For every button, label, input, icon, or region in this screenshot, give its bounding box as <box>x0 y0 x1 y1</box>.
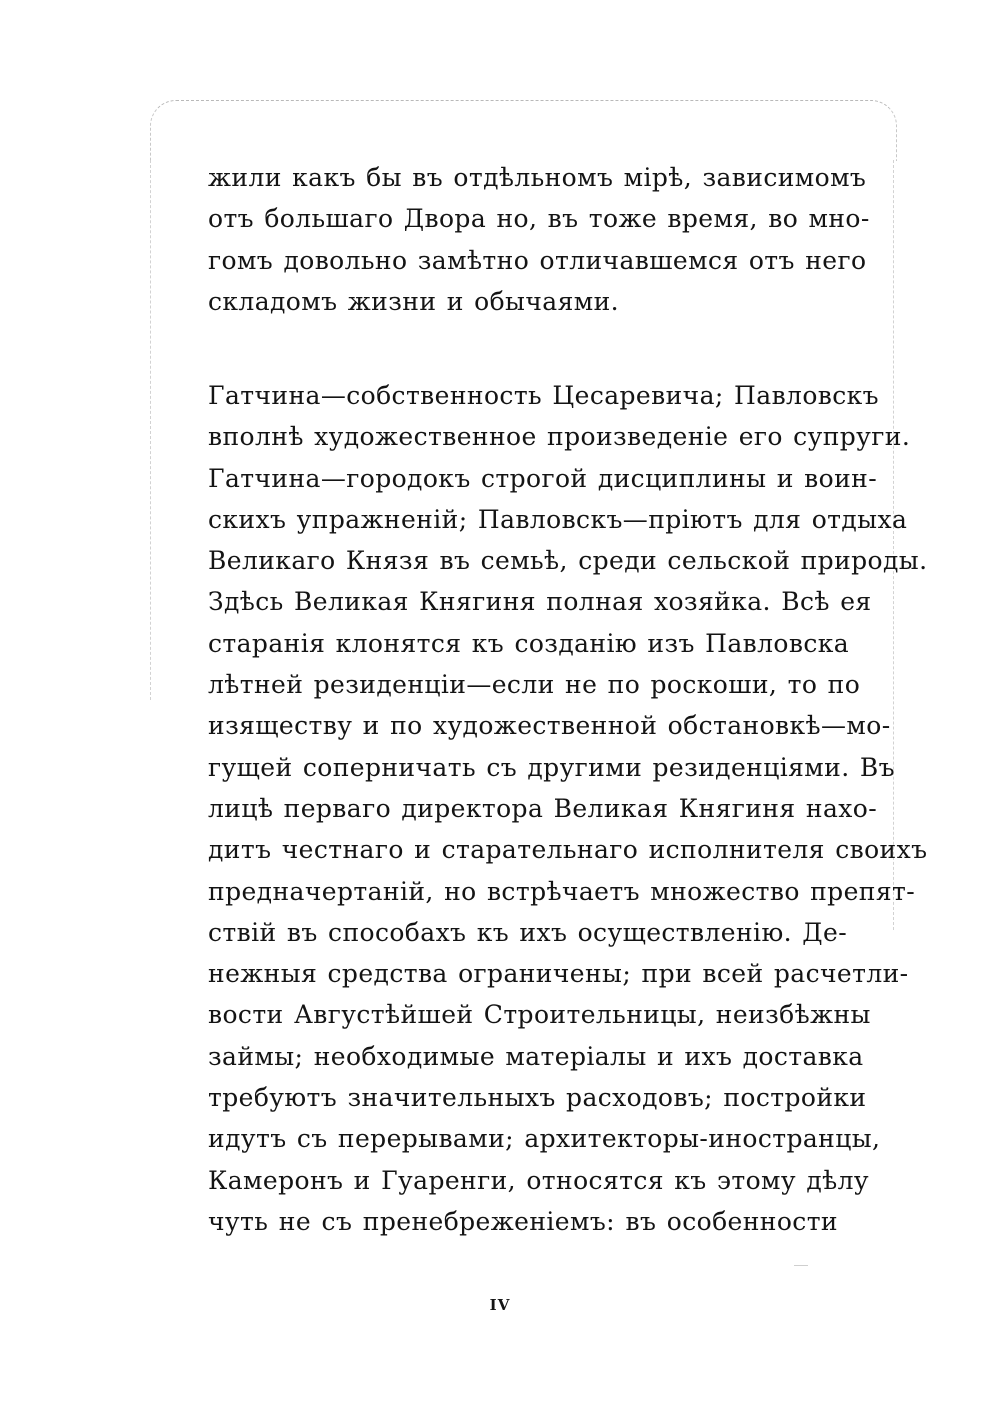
scan-frame-left <box>150 160 151 700</box>
paragraph-continued <box>208 157 870 322</box>
scan-frame-right <box>893 160 894 930</box>
scan-stray-mark <box>794 1265 808 1266</box>
text-line: предначертаній, но встрѣчаетъ множество препят- <box>208 876 916 906</box>
text-line: нежныя средства ограничены; при всей расчетли- <box>208 959 909 989</box>
paragraph-gatchina-pavlovsk <box>208 375 928 1242</box>
text-line: вполнѣ художественное произведеніе его супруги. <box>208 422 911 452</box>
text-line: скихъ упражненій; Павловскъ—пріютъ для отдыха <box>208 504 908 534</box>
text-line: отъ большаго Двора но, въ тоже время, во мно- <box>208 204 870 234</box>
text-line: идутъ съ перерывами; архитекторы-иностранцы, <box>208 1124 881 1154</box>
text-line: гомъ довольно замѣтно отличавшемся отъ него <box>208 245 867 275</box>
text-line: Здѣсь Великая Княгиня полная хозяйка. Всѣ ея <box>208 587 872 617</box>
text-line: жили какъ бы въ отдѣльномъ мірѣ, зависимомъ <box>208 163 867 192</box>
text-line: чуть не съ пренебреженіемъ: въ особенности <box>208 1206 838 1236</box>
page-number: IV <box>489 1296 511 1314</box>
text-line: изяществу и по художественной обстановкѣ—мо- <box>208 711 891 741</box>
text-line: старанія клонятся къ созданію изъ Павловска <box>208 628 850 658</box>
text-line: гущей соперничать съ другими резиденціями. Въ <box>208 752 895 782</box>
text-line: займы; необходимые матеріалы и ихъ доставка <box>208 1041 864 1071</box>
text-line: Камеронъ и Гуаренги, относятся къ этому дѣлу <box>208 1165 869 1195</box>
text-line: лѣтней резиденціи—если не по роскоши, то по <box>208 670 861 700</box>
text-line: ствій въ способахъ къ ихъ осуществленію. Де- <box>208 917 848 947</box>
text-line: вости Августѣйшей Строительницы, неизбѣжны <box>208 1000 871 1030</box>
text-line: складомъ жизни и обычаями. <box>208 286 619 316</box>
text-line: Великаго Князя въ семьѣ, среди сельской природы. <box>208 546 928 576</box>
text-line: дитъ честнаго и старательнаго исполнителя своихъ <box>208 835 928 865</box>
text-line: требуютъ значительныхъ расходовъ; постройки <box>208 1083 867 1113</box>
text-line: лицѣ перваго директора Великая Княгиня нахо- <box>208 793 878 823</box>
scan-frame-top <box>150 100 897 161</box>
text-line: Гатчина—собственность Цесаревича; Павловскъ <box>208 381 879 410</box>
text-line: Гатчина—городокъ строгой дисциплины и воин- <box>208 463 878 493</box>
